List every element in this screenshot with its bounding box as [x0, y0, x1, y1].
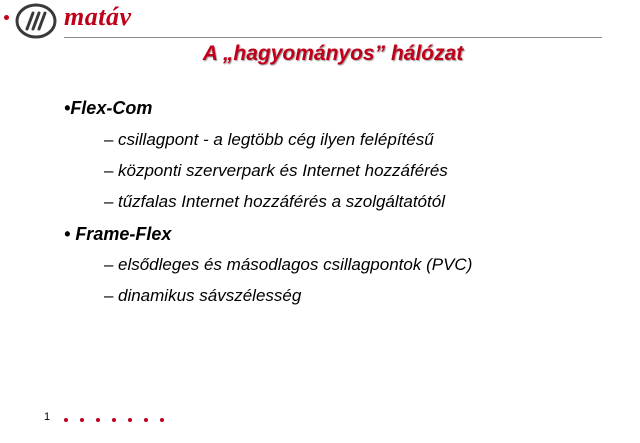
bullet-marker: • — [64, 224, 76, 244]
sub-item-text: tűzfalas Internet hozzáférés a szolgáltatótól — [118, 192, 445, 211]
sub-item-text: központi szerverpark és Internet hozzáférés — [118, 161, 448, 180]
sub-item-text: elsődleges és másodlagos csillagpontok (PVC) — [118, 255, 473, 274]
header-divider — [64, 37, 602, 38]
dash-icon: – — [104, 130, 114, 149]
footer-dot-icon — [160, 418, 164, 422]
sub-item — [104, 130, 434, 150]
bullet-flex-com — [64, 98, 152, 119]
sub-item-text: dinamikus sávszélesség — [118, 286, 302, 305]
sub-item-text: csillagpont - a legtöbb cég ilyen felépítésű — [118, 130, 434, 149]
bullet-label: Frame-Flex — [75, 224, 172, 244]
slide-title: A „hagyományos” hálózat — [202, 42, 464, 65]
bullet-marker: • — [64, 98, 71, 118]
sub-item — [104, 255, 472, 275]
dash-icon: – — [104, 255, 114, 274]
sub-item — [104, 161, 448, 181]
footer-dot-icon — [128, 418, 132, 422]
footer-dot-icon — [64, 418, 68, 422]
logo-dot-icon — [4, 15, 9, 20]
dash-icon: – — [104, 161, 114, 180]
logo-wordmark: matáv — [64, 2, 132, 31]
bullet-label: Flex-Com — [70, 98, 153, 118]
footer-dot-icon — [96, 418, 100, 422]
dash-icon: – — [104, 192, 114, 211]
sub-item — [104, 192, 445, 212]
slide-number: 1 — [44, 411, 51, 423]
bullet-frame-flex — [64, 224, 171, 245]
footer-dot-icon — [80, 418, 84, 422]
sub-item — [104, 286, 301, 306]
footer-dot-icon — [112, 418, 116, 422]
footer-dot-icon — [144, 418, 148, 422]
matav-logo-icon — [14, 2, 58, 40]
dash-icon: – — [104, 286, 114, 305]
